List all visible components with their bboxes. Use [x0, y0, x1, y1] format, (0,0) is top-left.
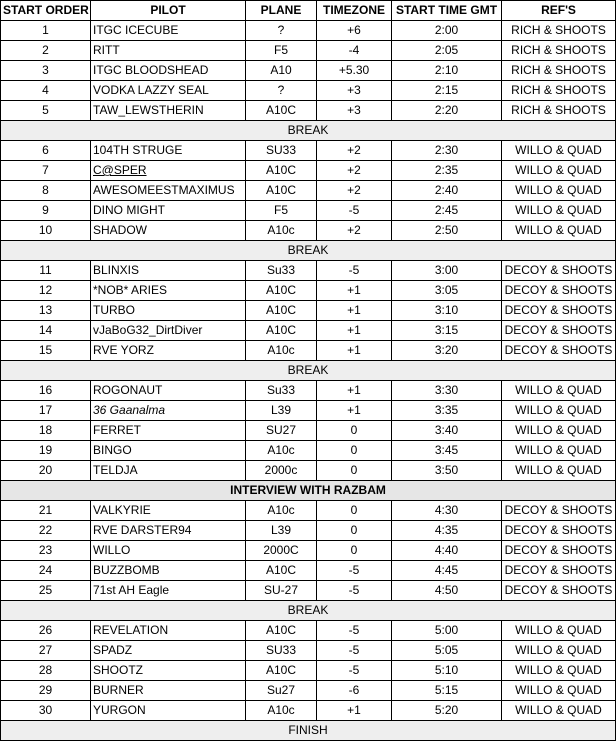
- plane-cell: A10C: [246, 661, 317, 681]
- timezone-cell: +6: [317, 21, 392, 41]
- timezone-cell: -5: [317, 581, 392, 601]
- table-row: [1, 701, 616, 721]
- start-order-cell: 20: [1, 461, 91, 481]
- start-time-cell: 4:30: [392, 501, 502, 521]
- table-row: [1, 421, 616, 441]
- refs-cell: DECOY & SHOOTS: [502, 541, 616, 561]
- table-row: [1, 81, 616, 101]
- plane-cell: A10c: [246, 341, 317, 361]
- start-order-cell: 14: [1, 321, 91, 341]
- plane-cell: A10c: [246, 501, 317, 521]
- plane-cell: 2000C: [246, 541, 317, 561]
- refs-cell: RICH & SHOOTS: [502, 21, 616, 41]
- table-row: [1, 661, 616, 681]
- start-order-cell: 25: [1, 581, 91, 601]
- table-row: [1, 141, 616, 161]
- pilot-cell: ITGC ICECUBE: [91, 21, 246, 41]
- refs-cell: DECOY & SHOOTS: [502, 301, 616, 321]
- timezone-cell: +1: [317, 401, 392, 421]
- pilot-cell: DINO MIGHT: [91, 201, 246, 221]
- start-order-cell: 17: [1, 401, 91, 421]
- start-time-cell: 5:15: [392, 681, 502, 701]
- timezone-cell: -5: [317, 641, 392, 661]
- plane-cell: F5: [246, 201, 317, 221]
- table-row: [1, 441, 616, 461]
- pilot-cell: vJaBoG32_DirtDiver: [91, 321, 246, 341]
- pilot-cell: RVE YORZ: [91, 341, 246, 361]
- start-time-cell: 3:15: [392, 321, 502, 341]
- refs-cell: WILLO & QUAD: [502, 161, 616, 181]
- start-order-cell: 11: [1, 261, 91, 281]
- start-time-cell: 3:00: [392, 261, 502, 281]
- pilot-cell: FERRET: [91, 421, 246, 441]
- start-order-cell: 27: [1, 641, 91, 661]
- start-order-cell: 19: [1, 441, 91, 461]
- start-time-cell: 3:30: [392, 381, 502, 401]
- separator-row: [1, 481, 616, 501]
- timezone-cell: +2: [317, 221, 392, 241]
- header-timezone: TIMEZONE: [317, 1, 392, 21]
- start-time-cell: 3:40: [392, 421, 502, 441]
- header-row: [1, 1, 616, 21]
- table-row: [1, 41, 616, 61]
- refs-cell: WILLO & QUAD: [502, 141, 616, 161]
- start-order-cell: 9: [1, 201, 91, 221]
- pilot-cell: SHOOTZ: [91, 661, 246, 681]
- start-order-cell: 4: [1, 81, 91, 101]
- separator-row: [1, 721, 616, 741]
- timezone-cell: 0: [317, 441, 392, 461]
- separator-label: BREAK: [1, 361, 616, 381]
- start-time-cell: 4:35: [392, 521, 502, 541]
- table-row: [1, 321, 616, 341]
- table-row: [1, 201, 616, 221]
- pilot-cell: SPADZ: [91, 641, 246, 661]
- start-order-cell: 1: [1, 21, 91, 41]
- pilot-cell: YURGON: [91, 701, 246, 721]
- plane-cell: A10C: [246, 301, 317, 321]
- plane-cell: L39: [246, 521, 317, 541]
- refs-cell: RICH & SHOOTS: [502, 61, 616, 81]
- separator-row: [1, 361, 616, 381]
- pilot-cell: TAW_LEWSTHERIN: [91, 101, 246, 121]
- refs-cell: WILLO & QUAD: [502, 461, 616, 481]
- timezone-cell: 0: [317, 521, 392, 541]
- refs-cell: DECOY & SHOOTS: [502, 341, 616, 361]
- timezone-cell: -4: [317, 41, 392, 61]
- refs-cell: DECOY & SHOOTS: [502, 281, 616, 301]
- table-row: [1, 401, 616, 421]
- separator-row: [1, 241, 616, 261]
- header-start-time: START TIME GMT: [392, 1, 502, 21]
- pilot-cell: RITT: [91, 41, 246, 61]
- plane-cell: L39: [246, 401, 317, 421]
- table-row: [1, 61, 616, 81]
- pilot-cell: TELDJA: [91, 461, 246, 481]
- start-time-cell: 3:05: [392, 281, 502, 301]
- start-time-cell: 3:35: [392, 401, 502, 421]
- start-time-cell: 3:45: [392, 441, 502, 461]
- timezone-cell: -5: [317, 621, 392, 641]
- separator-row: [1, 601, 616, 621]
- pilot-cell: SHADOW: [91, 221, 246, 241]
- pilot-cell: 36 Gaanalma: [91, 401, 246, 421]
- pilot-cell: WILLO: [91, 541, 246, 561]
- start-order-cell: 13: [1, 301, 91, 321]
- refs-cell: DECOY & SHOOTS: [502, 561, 616, 581]
- refs-cell: WILLO & QUAD: [502, 441, 616, 461]
- pilot-cell: BUZZBOMB: [91, 561, 246, 581]
- start-order-cell: 3: [1, 61, 91, 81]
- start-order-cell: 29: [1, 681, 91, 701]
- header-pilot: PILOT: [91, 1, 246, 21]
- start-order-cell: 15: [1, 341, 91, 361]
- table-row: [1, 521, 616, 541]
- table-row: [1, 461, 616, 481]
- plane-cell: A10c: [246, 221, 317, 241]
- timezone-cell: +2: [317, 161, 392, 181]
- start-time-cell: 3:50: [392, 461, 502, 481]
- pilot-cell: VALKYRIE: [91, 501, 246, 521]
- plane-cell: A10C: [246, 181, 317, 201]
- table-row: [1, 21, 616, 41]
- start-order-cell: 21: [1, 501, 91, 521]
- start-order-cell: 2: [1, 41, 91, 61]
- start-time-cell: 2:30: [392, 141, 502, 161]
- header-start-order: START ORDER: [1, 1, 91, 21]
- refs-cell: RICH & SHOOTS: [502, 81, 616, 101]
- timezone-cell: +3: [317, 101, 392, 121]
- plane-cell: Su33: [246, 381, 317, 401]
- table-row: [1, 301, 616, 321]
- pilot-cell: TURBO: [91, 301, 246, 321]
- pilot-cell: C@SPER: [91, 161, 246, 181]
- refs-cell: WILLO & QUAD: [502, 621, 616, 641]
- plane-cell: A10C: [246, 161, 317, 181]
- refs-cell: WILLO & QUAD: [502, 221, 616, 241]
- start-time-cell: 3:10: [392, 301, 502, 321]
- refs-cell: DECOY & SHOOTS: [502, 261, 616, 281]
- start-order-cell: 28: [1, 661, 91, 681]
- pilot-cell: *NOB* ARIES: [91, 281, 246, 301]
- refs-cell: DECOY & SHOOTS: [502, 521, 616, 541]
- timezone-cell: +1: [317, 281, 392, 301]
- timezone-cell: -6: [317, 681, 392, 701]
- timezone-cell: +2: [317, 181, 392, 201]
- timezone-cell: 0: [317, 541, 392, 561]
- plane-cell: 2000c: [246, 461, 317, 481]
- start-time-cell: 5:20: [392, 701, 502, 721]
- separator-label: BREAK: [1, 241, 616, 261]
- pilot-cell: 71st AH Eagle: [91, 581, 246, 601]
- start-order-cell: 5: [1, 101, 91, 121]
- pilot-cell: REVELATION: [91, 621, 246, 641]
- start-time-cell: 2:20: [392, 101, 502, 121]
- table-row: [1, 561, 616, 581]
- refs-cell: WILLO & QUAD: [502, 421, 616, 441]
- start-order-cell: 30: [1, 701, 91, 721]
- start-time-cell: 5:10: [392, 661, 502, 681]
- start-time-cell: 2:45: [392, 201, 502, 221]
- start-order-cell: 22: [1, 521, 91, 541]
- pilot-cell: 104TH STRUGE: [91, 141, 246, 161]
- plane-cell: A10C: [246, 321, 317, 341]
- refs-cell: WILLO & QUAD: [502, 181, 616, 201]
- start-time-cell: 4:45: [392, 561, 502, 581]
- start-time-cell: 4:50: [392, 581, 502, 601]
- plane-cell: A10c: [246, 701, 317, 721]
- table-row: [1, 281, 616, 301]
- table-row: [1, 161, 616, 181]
- plane-cell: ?: [246, 81, 317, 101]
- pilot-cell: ITGC BLOODSHEAD: [91, 61, 246, 81]
- timezone-cell: -5: [317, 561, 392, 581]
- timezone-cell: +2: [317, 141, 392, 161]
- start-order-cell: 18: [1, 421, 91, 441]
- timezone-cell: +1: [317, 381, 392, 401]
- refs-cell: WILLO & QUAD: [502, 701, 616, 721]
- header-refs: REF'S: [502, 1, 616, 21]
- start-time-cell: 2:05: [392, 41, 502, 61]
- start-time-cell: 2:00: [392, 21, 502, 41]
- plane-cell: A10c: [246, 441, 317, 461]
- refs-cell: RICH & SHOOTS: [502, 101, 616, 121]
- refs-cell: WILLO & QUAD: [502, 401, 616, 421]
- plane-cell: SU33: [246, 141, 317, 161]
- table-row: [1, 541, 616, 561]
- timezone-cell: 0: [317, 501, 392, 521]
- separator-label: BREAK: [1, 121, 616, 141]
- plane-cell: A10C: [246, 561, 317, 581]
- separator-row: [1, 121, 616, 141]
- timezone-cell: -5: [317, 661, 392, 681]
- start-order-cell: 16: [1, 381, 91, 401]
- timezone-cell: +1: [317, 341, 392, 361]
- plane-cell: A10: [246, 61, 317, 81]
- plane-cell: Su27: [246, 681, 317, 701]
- refs-cell: WILLO & QUAD: [502, 681, 616, 701]
- plane-cell: SU33: [246, 641, 317, 661]
- pilot-cell: RVE DARSTER94: [91, 521, 246, 541]
- refs-cell: RICH & SHOOTS: [502, 41, 616, 61]
- table-row: [1, 221, 616, 241]
- start-time-cell: 2:15: [392, 81, 502, 101]
- schedule-body: [1, 21, 616, 741]
- timezone-cell: +1: [317, 301, 392, 321]
- start-time-cell: 5:00: [392, 621, 502, 641]
- start-time-cell: 2:10: [392, 61, 502, 81]
- plane-cell: A10C: [246, 281, 317, 301]
- pilot-cell: BURNER: [91, 681, 246, 701]
- table-row: [1, 181, 616, 201]
- table-row: [1, 581, 616, 601]
- start-order-cell: 26: [1, 621, 91, 641]
- timezone-cell: +1: [317, 701, 392, 721]
- table-row: [1, 101, 616, 121]
- start-order-cell: 12: [1, 281, 91, 301]
- refs-cell: DECOY & SHOOTS: [502, 321, 616, 341]
- table-row: [1, 341, 616, 361]
- start-order-cell: 8: [1, 181, 91, 201]
- start-time-cell: 2:50: [392, 221, 502, 241]
- table-row: [1, 681, 616, 701]
- timezone-cell: +5.30: [317, 61, 392, 81]
- start-order-cell: 24: [1, 561, 91, 581]
- refs-cell: WILLO & QUAD: [502, 201, 616, 221]
- start-time-cell: 2:40: [392, 181, 502, 201]
- plane-cell: F5: [246, 41, 317, 61]
- pilot-cell: BINGO: [91, 441, 246, 461]
- header-plane: PLANE: [246, 1, 317, 21]
- start-order-cell: 10: [1, 221, 91, 241]
- refs-cell: WILLO & QUAD: [502, 381, 616, 401]
- plane-cell: ?: [246, 21, 317, 41]
- refs-cell: DECOY & SHOOTS: [502, 501, 616, 521]
- plane-cell: A10C: [246, 621, 317, 641]
- table-row: [1, 381, 616, 401]
- pilot-cell: ROGONAUT: [91, 381, 246, 401]
- start-time-cell: 2:35: [392, 161, 502, 181]
- plane-cell: A10C: [246, 101, 317, 121]
- start-order-cell: 7: [1, 161, 91, 181]
- pilot-cell: VODKA LAZZY SEAL: [91, 81, 246, 101]
- start-time-cell: 4:40: [392, 541, 502, 561]
- separator-label: FINISH: [1, 721, 616, 741]
- table-row: [1, 261, 616, 281]
- refs-cell: WILLO & QUAD: [502, 641, 616, 661]
- separator-label: INTERVIEW WITH RAZBAM: [1, 481, 616, 501]
- timezone-cell: 0: [317, 461, 392, 481]
- pilot-cell: BLINXIS: [91, 261, 246, 281]
- start-order-cell: 6: [1, 141, 91, 161]
- start-order-cell: 23: [1, 541, 91, 561]
- table-row: [1, 501, 616, 521]
- separator-label: BREAK: [1, 601, 616, 621]
- start-time-cell: 3:20: [392, 341, 502, 361]
- refs-cell: WILLO & QUAD: [502, 661, 616, 681]
- pilot-cell: AWESOMEESTMAXIMUS: [91, 181, 246, 201]
- table-row: [1, 641, 616, 661]
- plane-cell: SU27: [246, 421, 317, 441]
- start-time-cell: 5:05: [392, 641, 502, 661]
- timezone-cell: 0: [317, 421, 392, 441]
- timezone-cell: +1: [317, 321, 392, 341]
- plane-cell: SU-27: [246, 581, 317, 601]
- refs-cell: DECOY & SHOOTS: [502, 581, 616, 601]
- timezone-cell: +3: [317, 81, 392, 101]
- table-row: [1, 621, 616, 641]
- timezone-cell: -5: [317, 201, 392, 221]
- timezone-cell: -5: [317, 261, 392, 281]
- plane-cell: Su33: [246, 261, 317, 281]
